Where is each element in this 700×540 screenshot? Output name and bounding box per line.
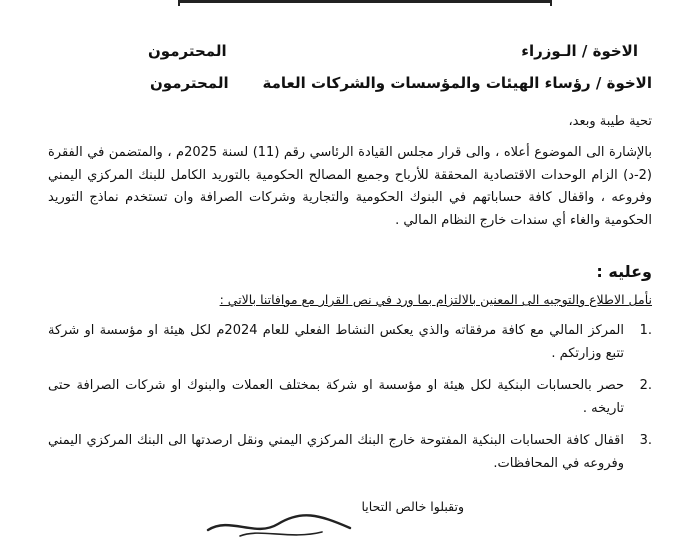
item-number: 2. <box>639 378 652 393</box>
addressee-heads: الاخوة / رؤساء الهيئات والمؤسسات والشركات العامة <box>262 74 652 92</box>
closing-salutation: وتقبلوا خالص التحايا <box>361 499 464 514</box>
request-list <box>48 320 652 475</box>
body-paragraph: بالإشارة الى الموضوع أعلاه ، والى قرار مجلس القيادة الرئاسي رقم (11) لسنة 2025م ، والمتضمن في الفقرة (2-د) الزام الوحدات الاقتصادية المحققة للأرباح وجميع المصالح الحكومية بالتوريد الكامل للبنك المركزي اليمني وفروعه ، واقفال كافة حساباتهم في البنوك الحكومية والتجارية وشركات الصرافة وان تستخدم نماذج التوريد الحكومية والغاء أي سندات خارج النظام المالي . <box>48 145 652 228</box>
handwritten-signature <box>200 510 370 540</box>
addressee-ministers-honorific: المحترمون <box>148 42 227 60</box>
list-item <box>48 375 652 420</box>
item-text: حصر بالحسابات البنكية لكل هيئة او مؤسسة او شركة بمختلف العملات والبنوك او شركات الصرافة حتى تاريخه . <box>48 378 624 416</box>
item-number: 1. <box>639 323 652 338</box>
item-text: المركز المالي مع كافة مرفقاته والذي يعكس النشاط الفعلي للعام 2024م لكل هيئة او مؤسسة او شركة تتبع وزارتكم . <box>48 323 624 361</box>
greeting: تحية طيبة وبعد، <box>568 114 652 129</box>
addressee-ministers: الاخوة / الـوزراء <box>521 42 638 60</box>
subject-underline-tick <box>550 0 552 6</box>
list-item <box>48 320 652 365</box>
item-text: اقفال كافة الحسابات البنكية المفتوحة خارج البنك المركزي اليمني ونقل ارصدتها الى البنك المركزي اليمني وفروعه في المحافظات. <box>48 433 624 471</box>
list-item <box>48 430 652 475</box>
subject-underline-tick <box>178 0 180 6</box>
item-number: 3. <box>639 433 652 448</box>
instruction-intro: نأمل الاطلاع والتوجيه الى المعنين بالالتزام بما ورد في نص القرار مع موافاتنا بالاتي : <box>219 292 652 307</box>
therefore-heading: وعليه : <box>596 262 652 281</box>
addressee-heads-honorific: المحترمون <box>150 74 229 92</box>
subject-underline <box>178 0 552 3</box>
